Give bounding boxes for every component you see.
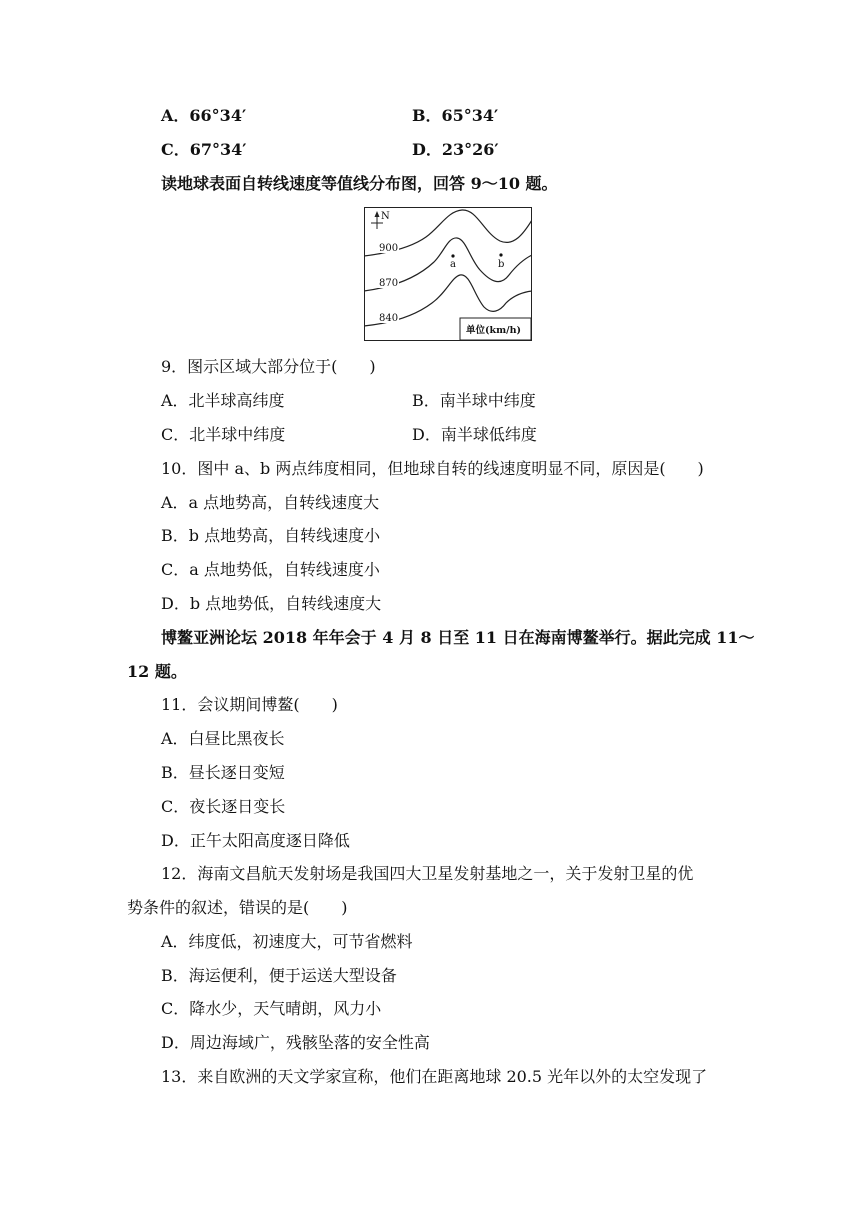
q8-option-c: C．67°34′ xyxy=(161,140,247,159)
q10-option-b: B．b 点地势高，自转线速度小 xyxy=(161,526,381,545)
intro-11-12-line2: 12 题。 xyxy=(127,662,187,681)
q10-option-c: C．a 点地势低，自转线速度小 xyxy=(161,560,380,579)
q12-stem-line1: 12．海南文昌航天发射场是我国四大卫星发射基地之一，关于发射卫星的优 xyxy=(161,864,694,883)
q12-option-d: D．周边海域广，残骸坠落的安全性高 xyxy=(161,1033,430,1052)
q11-option-c: C．夜长逐日变长 xyxy=(161,797,286,816)
q8-option-a: A．66°34′ xyxy=(161,106,247,125)
point-a-label: a xyxy=(450,259,456,270)
q9-stem: 9．图示区域大部分位于( ) xyxy=(161,357,376,376)
q12-option-b: B．海运便利，便于运送大型设备 xyxy=(161,966,397,985)
q10-option-a: A．a 点地势高，自转线速度大 xyxy=(161,493,380,512)
q9-option-d: D．南半球低纬度 xyxy=(412,425,537,444)
unit-label: 单位(km/h) xyxy=(466,325,522,336)
q10-option-d: D．b 点地势低，自转线速度大 xyxy=(161,594,382,613)
q12-stem-line2: 势条件的叙述，错误的是( ) xyxy=(127,898,348,917)
q9-option-a: A．北半球高纬度 xyxy=(161,391,285,410)
contour-label-840: 840 xyxy=(379,313,399,324)
q12-option-a: A．纬度低，初速度大，可节省燃料 xyxy=(161,932,413,951)
q13-stem-line1: 13．来自欧洲的天文学家宣称，他们在距离地球 20.5 光年以外的太空发现了 xyxy=(161,1067,708,1086)
point-b-marker xyxy=(499,253,502,256)
contour-label-870: 870 xyxy=(379,278,399,289)
q10-stem: 10．图中 a、b 两点纬度相同，但地球自转的线速度明显不同，原因是( ) xyxy=(161,459,704,478)
intro-11-12-line1: 博鳌亚洲论坛 2018 年年会于 4 月 8 日至 11 日在海南博鳌举行。据此完成 11～ xyxy=(161,628,755,647)
rotation-speed-contour-map xyxy=(364,207,532,341)
q11-stem: 11．会议期间博鳌( ) xyxy=(161,695,338,714)
q8-option-d: D．23°26′ xyxy=(412,140,499,159)
q11-option-d: D．正午太阳高度逐日降低 xyxy=(161,831,350,850)
q12-option-c: C．降水少，天气晴朗，风力小 xyxy=(161,999,382,1018)
q9-option-c: C．北半球中纬度 xyxy=(161,425,286,444)
point-a-marker xyxy=(451,254,454,257)
intro-9-10: 读地球表面自转线速度等值线分布图，回答 9～10 题。 xyxy=(161,174,558,193)
q11-option-a: A．白昼比黑夜长 xyxy=(161,729,285,748)
q9-option-b: B．南半球中纬度 xyxy=(412,391,536,410)
north-label: N xyxy=(381,211,390,222)
q11-option-b: B．昼长逐日变短 xyxy=(161,763,285,782)
q8-option-b: B．65°34′ xyxy=(412,106,499,125)
point-b-label: b xyxy=(498,259,505,270)
contour-label-900: 900 xyxy=(379,243,399,254)
